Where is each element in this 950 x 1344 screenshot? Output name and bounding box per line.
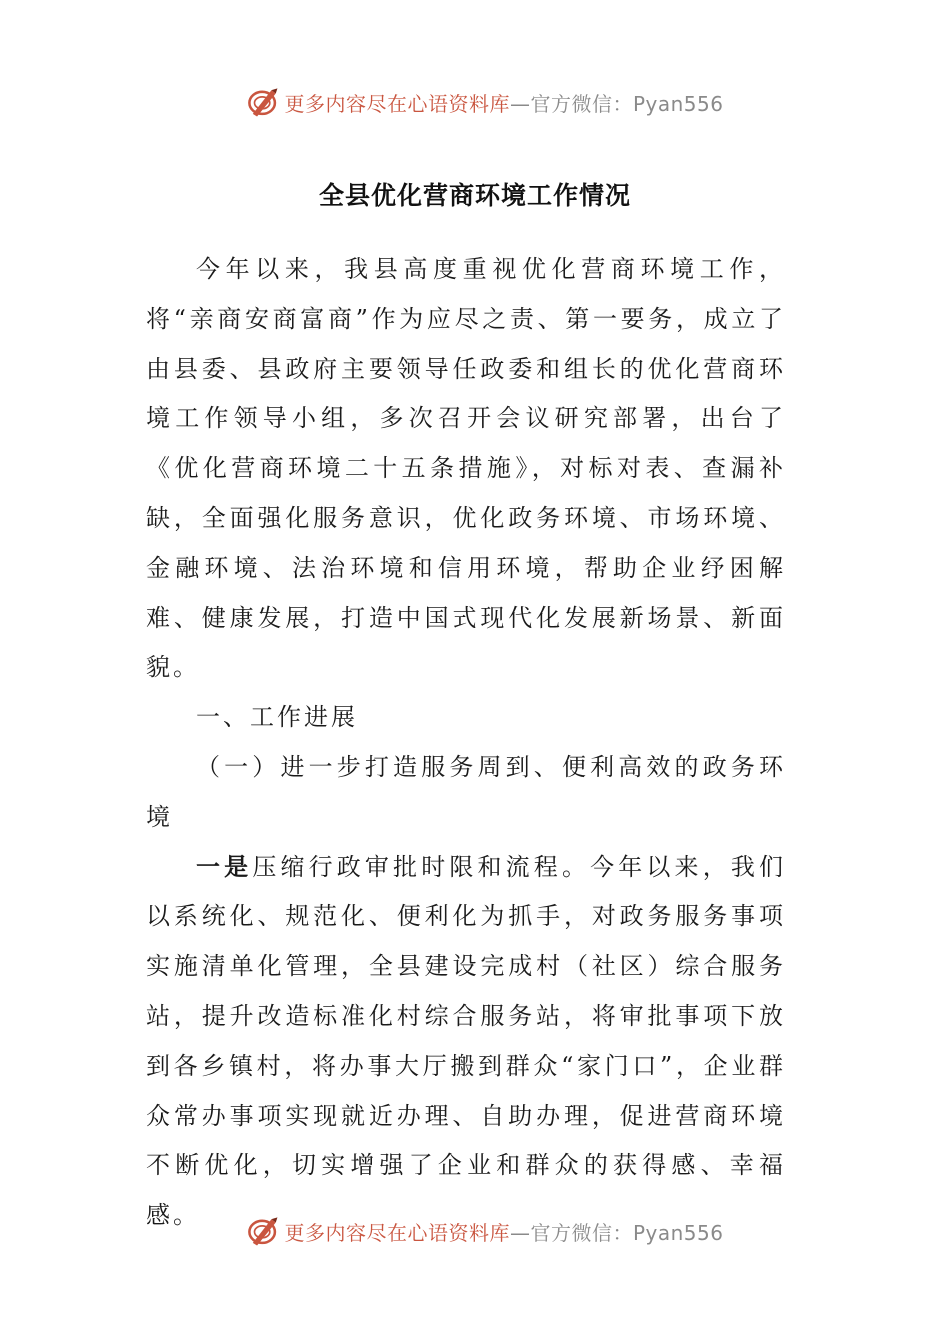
subsection-heading: （一）进一步打造服务周到、便利高效的政务环境	[146, 752, 786, 831]
intro-paragraph: 今年以来，我县高度重视优化营商环境工作，将“亲商安商富商”作为应尽之责、第一要务，成立了由县委、县政府主要领导任政委和组长的优化营商环境工作领导小组，多次召开会议研究部署，出台了《优化营商环境二十五条措施》，对标对表、查漏补缺，全面强化服务意识，优化政务环境、市场环境、金融环境、法治环境和信用环境，帮助企业纾困解难、健康发展，打造中国式现代化发展新场景、新面貌。	[146, 255, 786, 682]
section-heading: 一、工作进展	[196, 703, 358, 732]
point-text: 压缩行政审批时限和流程。今年以来，我们以系统化、规范化、便利化为抓手，对政务服务事项实施清单化管理，全县建设完成村（社区）综合服务站，提升改造标准化村综合服务站，将审批事项下放到各乡镇村，将办事大厅搬到群众“家门口”，企业群众常办事项实现就近办理、自助办理，促进营商环境不断优化，切实增强了企业和群众的获得感、幸福感。	[146, 852, 787, 1230]
watermark-banner-top	[0, 82, 950, 122]
document-body	[146, 245, 786, 1241]
banner-text: 更多内容尽在心语资料库—官方微信：Pyan556	[284, 91, 724, 116]
document-title: 全县优化营商环境工作情况	[318, 181, 631, 210]
pen-logo-icon	[246, 85, 280, 119]
banner-text: 更多内容尽在心语资料库—官方微信：Pyan556	[284, 1220, 724, 1245]
pen-logo-icon	[246, 1214, 280, 1248]
watermark-banner-bottom	[0, 1211, 950, 1251]
point-one-paragraph	[146, 843, 786, 1241]
point-lead: 一是	[196, 852, 253, 881]
